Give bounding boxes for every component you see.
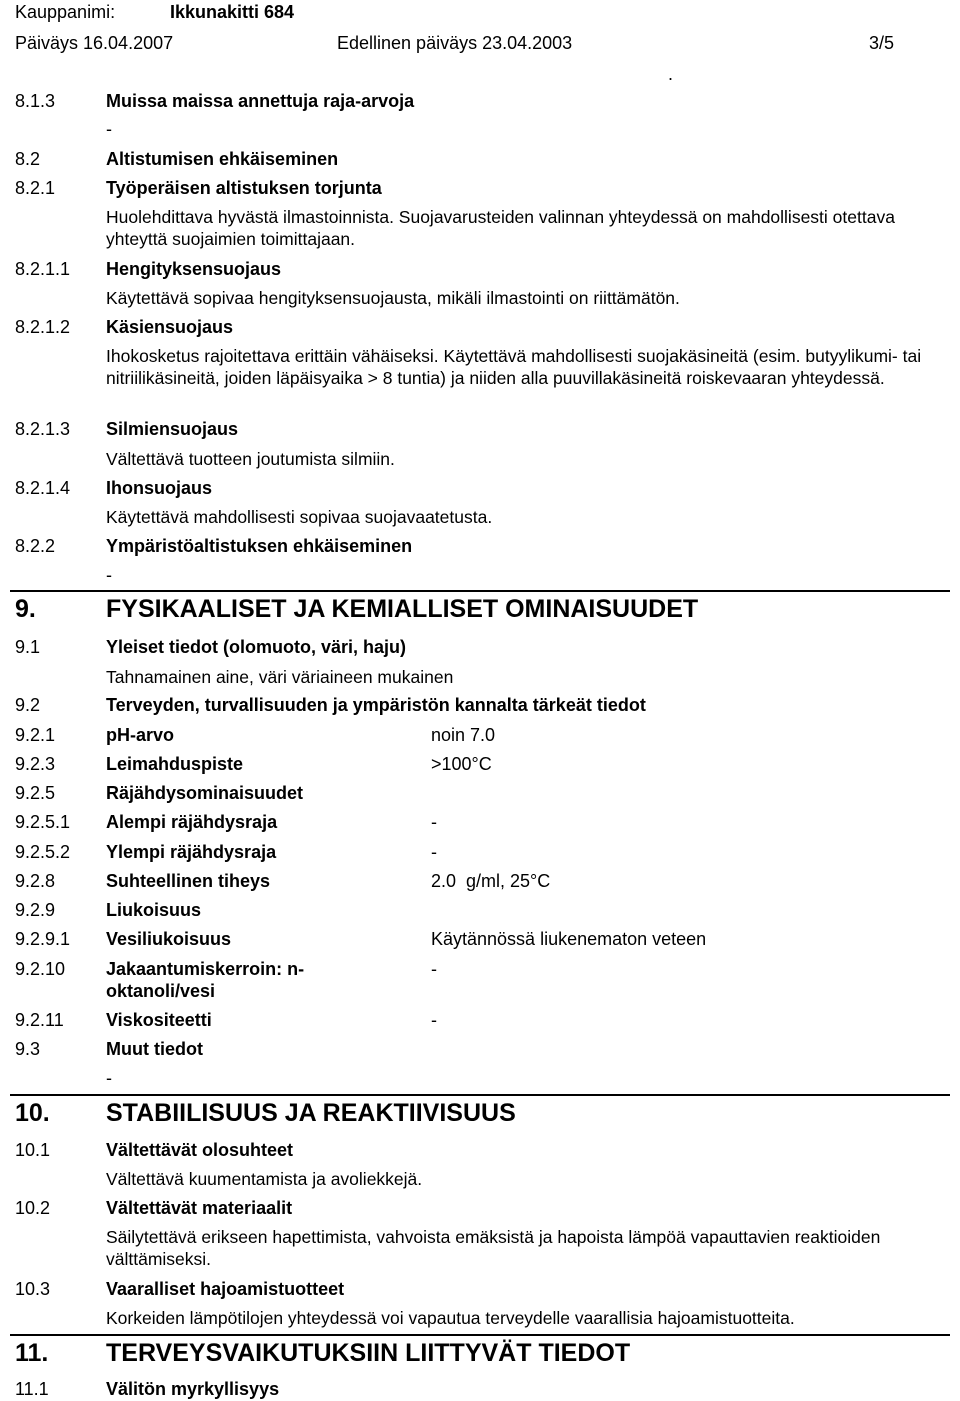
section-8-2-1-title: Työperäisen altistuksen torjunta: [106, 178, 382, 198]
section-8-2-1-2-number: 8.2.1.2: [15, 317, 71, 337]
section-9-title: FYSIKAALISET JA KEMIALLISET OMINAISUUDET: [106, 595, 699, 623]
section-10-number: 10.: [15, 1099, 50, 1127]
section-11-rule: [10, 1334, 950, 1336]
section-9-2-number: 9.2: [15, 695, 41, 715]
prop-number: 9.2.11: [15, 1010, 64, 1030]
prop-number: 9.2.8: [15, 871, 56, 891]
section-8-2-1-4-number: 8.2.1.4: [15, 478, 71, 498]
prop-label: Räjähdysominaisuudet: [106, 783, 304, 803]
prop-label: Viskositeetti: [106, 1010, 212, 1030]
section-8-2-1-3-title: Silmiensuojaus: [106, 419, 239, 439]
section-11-title: TERVEYSVAIKUTUKSIIN LIITTYVÄT TIEDOT: [106, 1339, 631, 1367]
section-8-2-1-1-title: Hengityksensuojaus: [106, 259, 282, 279]
prop-label: pH-arvo: [106, 725, 175, 745]
section-8-2-number: 8.2: [15, 149, 41, 169]
section-10-1-number: 10.1: [15, 1140, 51, 1160]
section-8-2-1-1-text: Käytettävä sopivaa hengityksensuojausta, mikäli ilmastointi on riittämätön.: [106, 288, 680, 308]
section-8-2-title: Altistumisen ehkäiseminen: [106, 149, 339, 169]
prop-value: -: [431, 959, 437, 979]
section-8-1-3-number: 8.1.3: [15, 91, 56, 111]
prop-value: Käytännössä liukenematon veteen: [431, 929, 707, 949]
section-10-3-title: Vaaralliset hajoamistuotteet: [106, 1279, 345, 1299]
section-8-2-2-title: Ympäristöaltistuksen ehkäiseminen: [106, 536, 413, 556]
section-10-2-title: Vältettävät materiaalit: [106, 1198, 293, 1218]
section-9-1-text: Tahnamainen aine, väri väriaineen mukainen: [106, 667, 454, 687]
prop-value: -: [431, 1010, 437, 1030]
prop-label-line-1: Jakaantumiskerroin: n-: [106, 959, 305, 979]
prop-label: Liukoisuus: [106, 900, 202, 920]
prop-number: 9.2.3: [15, 754, 56, 774]
section-8-2-1-1-number: 8.2.1.1: [15, 259, 71, 279]
page-number: 3/5: [869, 33, 895, 53]
section-8-2-1-4-text: Käytettävä mahdollisesti sopivaa suojavaatetusta.: [106, 507, 493, 527]
header-dot: .: [668, 64, 674, 84]
trade-name-value: Ikkunakitti 684: [170, 2, 295, 22]
section-10-title: STABIILISUUS JA REAKTIIVISUUS: [106, 1099, 516, 1127]
prop-number: 9.2.1: [15, 725, 56, 745]
prop-label: Leimahduspiste: [106, 754, 244, 774]
section-9-1-title: Yleiset tiedot (olomuoto, väri, haju): [106, 637, 407, 657]
prop-label: Ylempi räjähdysraja: [106, 842, 277, 862]
prop-value: noin 7.0: [431, 725, 496, 745]
section-11-1-number: 11.1: [15, 1379, 49, 1399]
section-8-2-1-2-title: Käsiensuojaus: [106, 317, 234, 337]
prop-label: Alempi räjähdysraja: [106, 812, 278, 832]
section-8-1-3-dash: -: [106, 119, 112, 139]
section-10-1-title: Vältettävät olosuhteet: [106, 1140, 294, 1160]
section-11-1-title: Välitön myrkyllisyys: [106, 1379, 280, 1399]
section-8-2-1-text: Huolehdittava hyvästä ilmastoinnista. Suojavarusteiden valinnan yhteydessä on mahdollisesti otettava yhteyttä suojaimien toimittajaan.: [106, 207, 895, 249]
section-9-3-number: 9.3: [15, 1039, 41, 1059]
trade-name-label: Kauppanimi:: [15, 2, 116, 22]
section-8-2-2-dash: -: [106, 565, 112, 585]
prop-number: 9.2.5: [15, 783, 56, 803]
section-8-2-1-4-title: Ihonsuojaus: [106, 478, 213, 498]
section-8-2-1-3-text: Vältettävä tuotteen joutumista silmiin.: [106, 449, 395, 469]
prop-number: 9.2.5.1: [15, 812, 71, 832]
prop-value: >100°C: [431, 754, 492, 774]
section-8-2-1-number: 8.2.1: [15, 178, 56, 198]
prop-number: 9.2.9.1: [15, 929, 71, 949]
section-10-rule: [10, 1094, 950, 1096]
section-8-2-1-2-text: Ihokosketus rajoitettava erittäin vähäiseksi. Käytettävä mahdollisesti suojakäsineitä (esim. butyylikumi- tai nitriilikäsineitä, joiden läpäisyaika > 8 tuntia) ja niiden alla puuvillakäsineitä roiskevaaran yhteydessä.: [106, 346, 922, 388]
section-9-number: 9.: [15, 595, 36, 623]
section-9-1-number: 9.1: [15, 637, 41, 657]
prop-number: 9.2.5.2: [15, 842, 71, 862]
section-9-3-dash: -: [106, 1068, 112, 1088]
prop-value: 2.0 g/ml, 25°C: [431, 871, 551, 891]
section-10-3-number: 10.3: [15, 1279, 51, 1299]
section-9-rule: [10, 590, 950, 592]
document-date: Päiväys 16.04.2007: [15, 33, 174, 53]
previous-date: Edellinen päiväys 23.04.2003: [337, 33, 573, 53]
section-11-number: 11.: [15, 1339, 49, 1367]
section-10-3-text: Korkeiden lämpötilojen yhteydessä voi vapautua terveydelle vaarallisia hajoamistuotteita.: [106, 1308, 795, 1328]
section-8-1-3-title: Muissa maissa annettuja raja-arvoja: [106, 91, 415, 111]
section-9-2-title: Terveyden, turvallisuuden ja ympäristön kannalta tärkeät tiedot: [106, 695, 646, 715]
section-9-3-title: Muut tiedot: [106, 1039, 203, 1059]
section-8-2-1-3-number: 8.2.1.3: [15, 419, 71, 439]
prop-number: 9.2.9: [15, 900, 56, 920]
section-10-1-text: Vältettävä kuumentamista ja avoliekkejä.: [106, 1169, 423, 1189]
prop-label: Vesiliukoisuus: [106, 929, 232, 949]
section-8-2-2-number: 8.2.2: [15, 536, 56, 556]
prop-number: 9.2.10: [15, 959, 66, 979]
prop-value: -: [431, 812, 437, 832]
prop-value: -: [431, 842, 437, 862]
prop-label: Suhteellinen tiheys: [106, 871, 271, 891]
section-10-2-text: Säilytettävä erikseen hapettimista, vahvoista emäksistä ja hapoista lämpöä vapauttavien reaktioiden välttämiseksi.: [106, 1227, 881, 1269]
section-10-2-number: 10.2: [15, 1198, 51, 1218]
prop-label-line-2: oktanoli/vesi: [106, 981, 216, 1001]
